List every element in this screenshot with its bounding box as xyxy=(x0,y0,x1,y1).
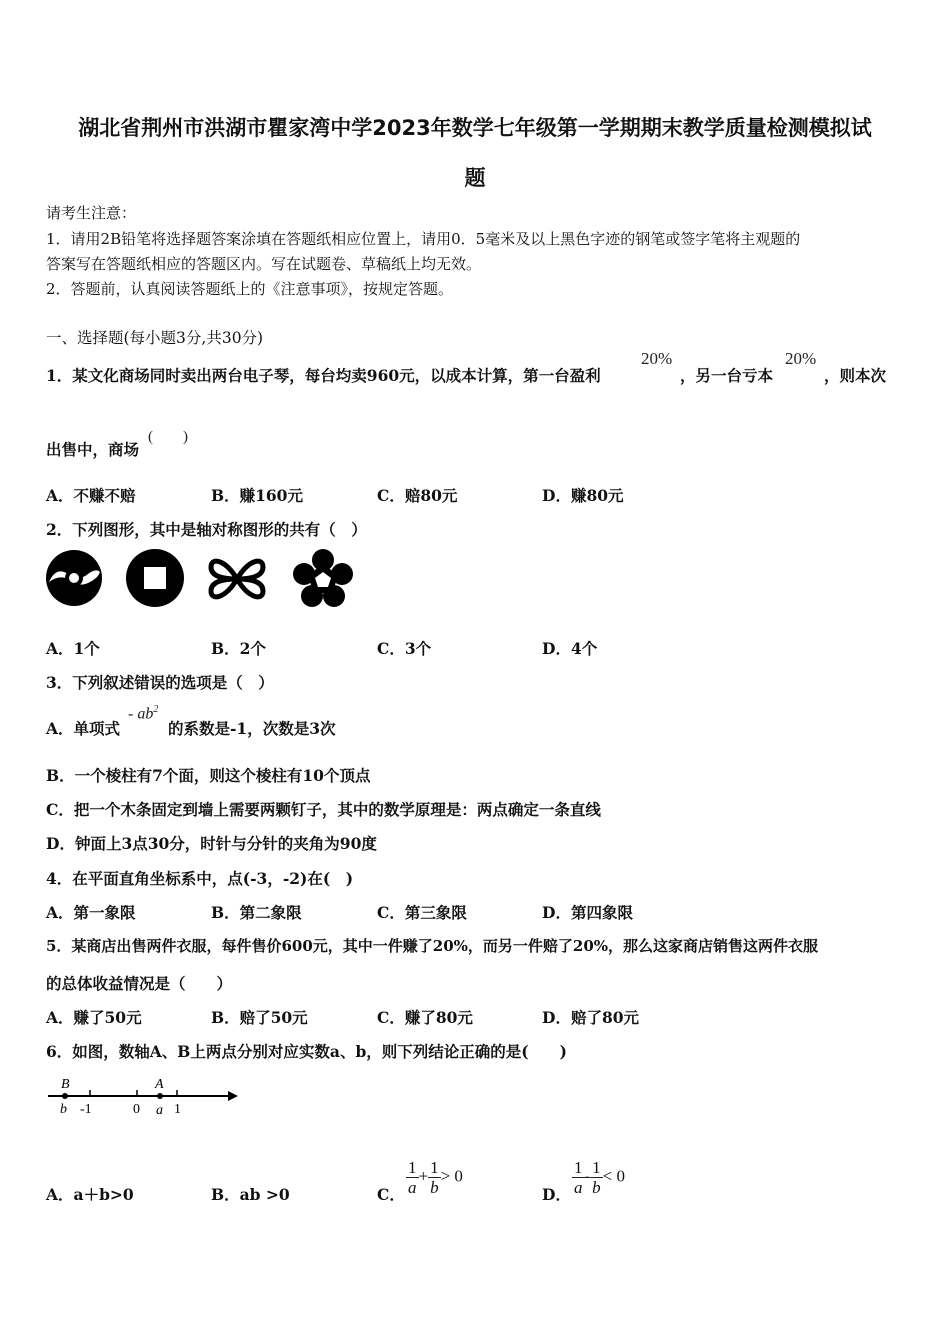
q1-paren: ( ) xyxy=(148,429,188,445)
q1-part1: 1．某文化商场同时卖出两台电子琴，每台均卖960元，以成本计算，第一台盈利 xyxy=(46,366,601,385)
q1-option-b[interactable]: B．赚160元 xyxy=(211,486,303,505)
q3-text: 3．下列叙述错误的选项是（ ） xyxy=(46,673,274,692)
figure-2-coin-icon xyxy=(125,548,185,608)
q5-line1: 5．某商店出售两件衣服，每件售价600元，其中一件赚了20%，而另一件赔了20%，那么这家商店销售这两件衣服 xyxy=(46,937,819,955)
q6-option-b[interactable]: B．ab >0 xyxy=(211,1185,290,1204)
q3-option-a-prefix[interactable]: A．单项式 xyxy=(46,719,121,738)
c-plus: + xyxy=(418,1166,429,1186)
q5-option-a[interactable]: A．赚了50元 xyxy=(46,1008,142,1027)
q3-option-c[interactable]: C．把一个木条固定到墙上需要两颗钉子，其中的数学原理是：两点确定一条直线 xyxy=(46,800,601,819)
figure-1-yinyang-icon xyxy=(44,548,104,608)
q3-option-b[interactable]: B．一个棱柱有7个面，则这个棱柱有10个顶点 xyxy=(46,766,371,785)
q1-pct1: 20% xyxy=(641,349,673,368)
q4-option-c[interactable]: C．第三象限 xyxy=(377,903,467,922)
d-minus: - xyxy=(584,1166,591,1186)
q2-option-b[interactable]: B．2个 xyxy=(211,639,266,658)
q1-part2: ，另一台亏本 xyxy=(680,366,774,385)
figure-4-flower-icon xyxy=(292,548,354,610)
point-a-label: A xyxy=(155,1077,164,1092)
page-title: 湖北省荆州市洪湖市瞿家湾中学2023年数学七年级第一学期期末教学质量检测模拟试 xyxy=(78,116,872,140)
page-title-continued: 题 xyxy=(464,166,486,190)
q1-option-c[interactable]: C．赔80元 xyxy=(377,486,458,505)
d-frac1-den: a xyxy=(574,1178,583,1197)
q6-option-a[interactable]: A．a＋b>0 xyxy=(46,1185,134,1204)
q1-part3: ，则本次 xyxy=(824,366,887,385)
q6-option-d[interactable]: D． xyxy=(542,1185,571,1204)
notice-header: 请考生注意： xyxy=(46,204,137,222)
q5-option-d[interactable]: D．赔了80元 xyxy=(542,1008,640,1027)
notice-item-1: 1．请用2B铅笔将选择题答案涂填在答题纸相应位置上，请用0．5毫米及以上黑色字迹的钢笔或签字笔将主观题的 xyxy=(46,230,801,248)
q3-monomial-base: - ab xyxy=(128,705,154,723)
c-frac2-den: b xyxy=(430,1178,439,1197)
q1-option-d[interactable]: D．赚80元 xyxy=(542,486,624,505)
d-frac1-num: 1 xyxy=(574,1158,583,1177)
q2-option-a[interactable]: A．1个 xyxy=(46,639,100,658)
figure-3-knot-icon xyxy=(205,549,269,609)
q3-option-a-suffix: 的系数是-1，次数是3次 xyxy=(168,719,336,738)
q5-option-b[interactable]: B．赔了50元 xyxy=(211,1008,308,1027)
c-frac1-den: a xyxy=(408,1178,417,1197)
c-relation: > 0 xyxy=(440,1166,463,1186)
d-frac2-num: 1 xyxy=(592,1158,601,1177)
q6-option-c-expr xyxy=(406,1158,463,1197)
number-line xyxy=(44,1072,244,1122)
tick-a-label: a xyxy=(156,1103,163,1118)
tick-minus1-label: -1 xyxy=(80,1102,92,1117)
q2-option-d[interactable]: D．4个 xyxy=(542,639,598,658)
q2-option-c[interactable]: C．3个 xyxy=(377,639,432,658)
q4-option-b[interactable]: B．第二象限 xyxy=(211,903,302,922)
q5-option-c[interactable]: C．赚了80元 xyxy=(377,1008,473,1027)
section-heading: 一、选择题(每小题3分,共30分) xyxy=(46,329,264,347)
q4-option-a[interactable]: A．第一象限 xyxy=(46,903,136,922)
c-frac2-num: 1 xyxy=(430,1158,439,1177)
notice-item-1-cont: 答案写在答题纸相应的答题区内。写在试题卷、草稿纸上均无效。 xyxy=(46,255,482,273)
tick-b-label: b xyxy=(60,1102,67,1117)
q3-monomial-exp: 2 xyxy=(153,704,159,715)
c-frac1-num: 1 xyxy=(408,1158,417,1177)
q1-text xyxy=(46,364,601,386)
notice-item-2: 2．答题前，认真阅读答题纸上的《注意事项》，按规定答题。 xyxy=(46,280,454,298)
q1-option-a[interactable]: A．不赚不赔 xyxy=(46,486,136,505)
q6-option-c[interactable]: C． xyxy=(377,1185,405,1204)
tick-1-label: 1 xyxy=(174,1102,181,1117)
point-b-label: B xyxy=(61,1077,70,1092)
q2-text: 2．下列图形，其中是轴对称图形的共有（ ） xyxy=(46,520,367,539)
tick-0-label: 0 xyxy=(133,1102,140,1117)
q4-option-d[interactable]: D．第四象限 xyxy=(542,903,633,922)
q3-monomial xyxy=(128,704,158,723)
q4-text: 4．在平面直角坐标系中，点(-3，-2)在( ) xyxy=(46,869,354,888)
q6-text: 6．如图，数轴A、B上两点分别对应实数a、b，则下列结论正确的是( ) xyxy=(46,1042,567,1061)
q1-line2: 出售中，商场 xyxy=(46,440,140,459)
d-relation: < 0 xyxy=(602,1166,626,1186)
d-frac2-den: b xyxy=(592,1178,601,1197)
q3-option-d[interactable]: D．钟面上3点30分，时针与分针的夹角为90度 xyxy=(46,834,377,853)
q6-option-d-expr xyxy=(572,1158,625,1197)
q5-line2: 的总体收益情况是（ ） xyxy=(46,974,233,993)
q1-pct2: 20% xyxy=(785,349,817,368)
